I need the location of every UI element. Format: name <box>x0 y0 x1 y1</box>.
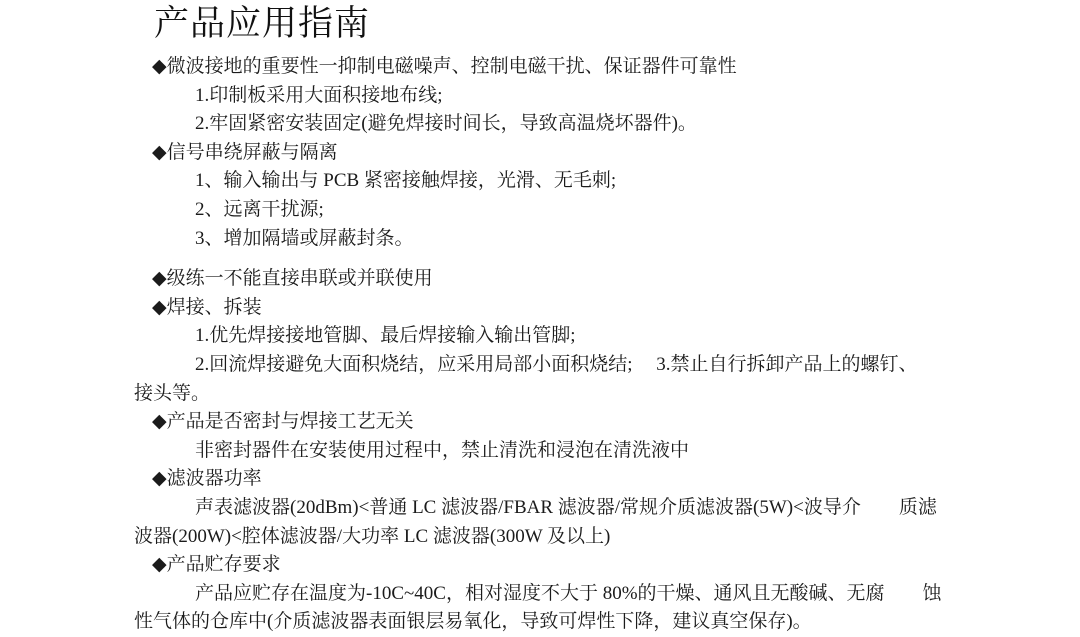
item-secure-mounting: 2.牢固紧密安装固定(避免焊接时间长，导致高温烧坏器件)。 <box>195 113 697 135</box>
line-connectors-continuation: 接头等。 <box>134 382 211 404</box>
item-reflow-small-area: 2.回流焊接避免大面积烧结，应采用局部小面积烧结; 3.禁止自行拆卸产品上的螺钉、 <box>195 353 918 375</box>
item-no-cleaning-soak: 非密封器件在安装使用过程中，禁止清洗和浸泡在清洗液中 <box>195 439 690 461</box>
bullet-storage-requirements: ◆产品贮存要求 <box>152 554 281 576</box>
line-filter-power-continuation: 波器(200W)<腔体滤波器/大功率 LC 滤波器(300W 及以上) <box>134 525 611 547</box>
item-solder-ground-pins-first: 1.优先焊接接地管脚、最后焊接输入输出管脚; <box>195 325 576 347</box>
item-storage-conditions: 产品应贮存在温度为-10C~40C，相对湿度不大于 80%的干燥、通风且无酸碱、无腐 蚀 <box>195 582 942 604</box>
bullet-signal-shielding: ◆信号串绕屏蔽与隔离 <box>152 141 338 163</box>
bullet-soldering-disassembly: ◆焊接、拆装 <box>152 296 262 318</box>
line-storage-continuation: 性气体的仓库中(介质滤波器表面银层易氧化，导致可焊性下降，建议真空保存)。 <box>134 611 812 633</box>
page-title: 产品应用指南 <box>154 4 371 43</box>
item-io-pcb-solder: 1、输入输出与 PCB 紧密接触焊接，光滑、无毛刺; <box>195 170 617 192</box>
bullet-cascade-no-series-parallel: ◆级练一不能直接串联或并联使用 <box>152 268 433 290</box>
bullet-sealing-unrelated-process: ◆产品是否密封与焊接工艺无关 <box>152 411 414 433</box>
bullet-filter-power: ◆滤波器功率 <box>152 468 262 490</box>
blank-line-spacer <box>134 253 1044 265</box>
document-content <box>134 2 1044 637</box>
bullet-microwave-grounding: ◆微波接地的重要性一抑制电磁噪声、控制电磁干扰、保证器件可靠性 <box>152 56 737 77</box>
item-away-from-interference: 2、远离干扰源; <box>195 198 324 220</box>
item-add-partition-seal: 3、增加隔墙或屏蔽封条。 <box>195 227 414 249</box>
item-pcb-ground-layout: 1.印制板采用大面积接地布线; <box>195 84 443 106</box>
item-filter-power-ranking: 声表滤波器(20dBm)<普通 LC 滤波器/FBAR 滤波器/常规介质滤波器(5W)<波导介 质滤 <box>195 496 937 518</box>
